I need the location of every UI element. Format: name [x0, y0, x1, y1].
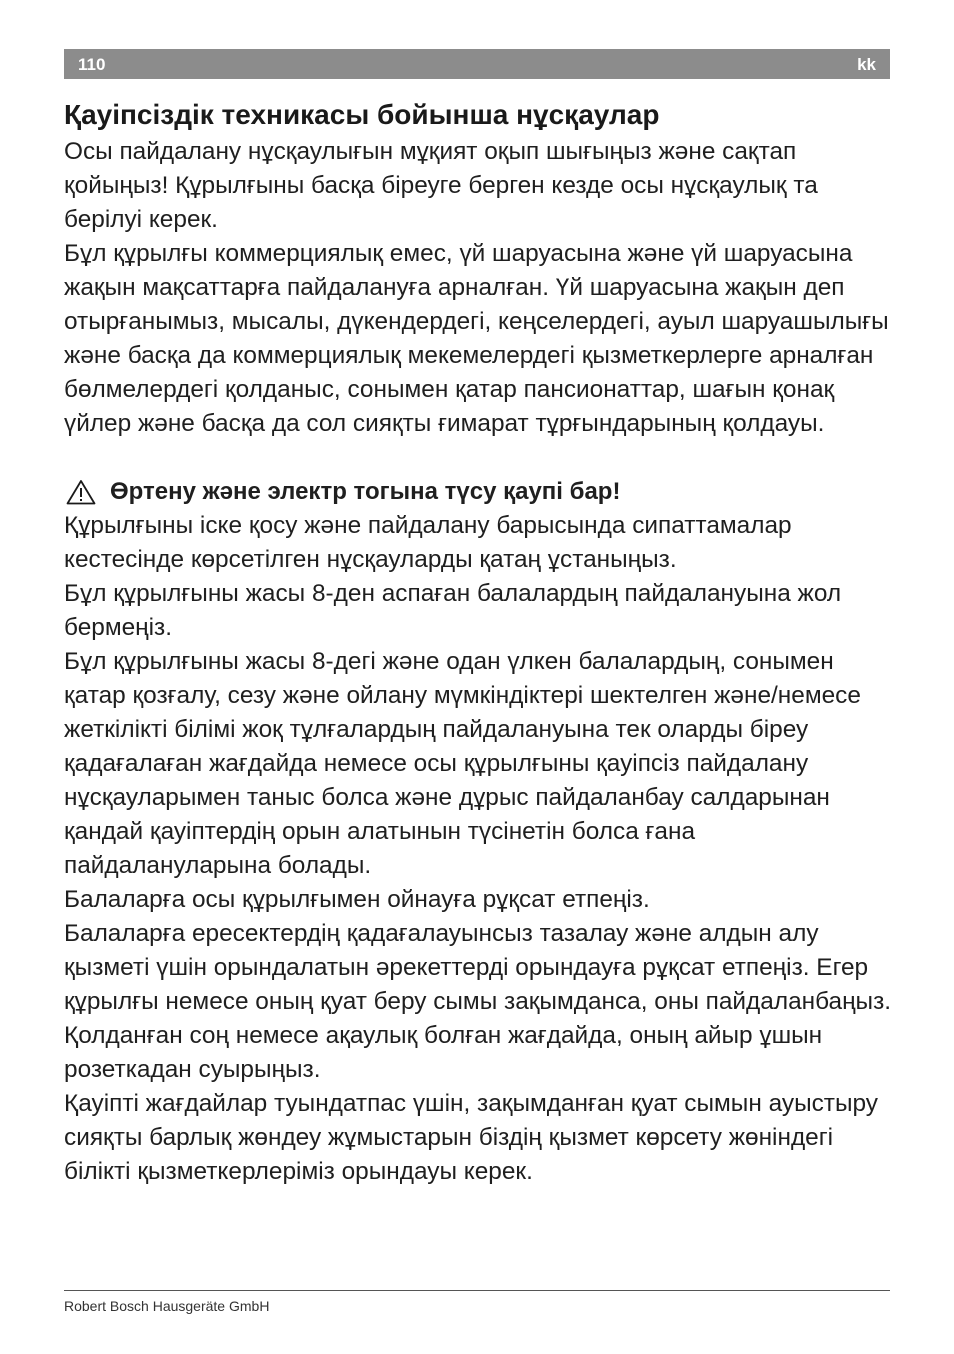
intro-paragraph: Бұл құрылғы коммерциялық емес, үй шаруасына және үй шаруасына жақын мақсаттарға пайдалануға арналған. Үй шаруасына жақын деп отырғанымыз, мысалы, дүкендердегі, кеңселердегі, ауыл шаруашылығы және басқа да коммерциялық мекемелердегі қызметкерлерге арналған бөлмелердегі қолданыс, сонымен қатар пансионаттар, шағын қонақ үйлер және басқа да сол сияқты ғимарат тұрғындарының қолдауы. [64, 240, 889, 437]
page-content [64, 96, 894, 1189]
section-title: Қауіпсіздік техникасы бойынша нұсқаулар [64, 99, 660, 130]
warning-block [64, 475, 894, 1189]
page-number: 110 [78, 55, 106, 74]
warning-paragraph: Балаларға ересектердің қадағалауынсыз тазалау және алдын алу қызметі үшін орындалатын әрекеттерді орындауға рұқсат етпеңіз. Егер құрылғы немесе оның қуат беру сымы зақымданса, оны пайдаланбаңыз. [64, 920, 892, 1015]
language-code: kk [857, 55, 876, 74]
warning-paragraph: Бұл құрылғыны жасы 8-ден аспаған балалардың пайдалануына жол бермеңіз. [64, 580, 842, 641]
intro-block [64, 135, 894, 441]
warning-paragraph: Құрылғыны іске қосу және пайдалану барысында сипаттамалар кестесінде көрсетілген нұсқауларды қатаң ұстаныңыз. [64, 512, 792, 573]
warning-paragraph: Бұл құрылғыны жасы 8-дегі және одан үлкен балалардың, сонымен қатар қозғалу, сезу және ойлану мүмкіндіктері шектелген және/немесе жеткілікті білімі жоқ тұлғалардың пайдалануына тек оларды біреу қадағалаған жағдайда немесе осы құрылғыны қауіпсіз пайдалану нұсқауларымен таныс болса және дұрыс пайдаланбау салдарынан қандай қауіптердің орын алатынын түсінетін болса ғана пайдалануларына болады. [64, 648, 861, 879]
warning-paragraph: Балаларға осы құрылғымен ойнауға рұқсат етпеңіз. [64, 886, 650, 913]
warning-heading-row [64, 475, 894, 509]
intro-paragraph: Осы пайдалану нұсқаулығын мұқият оқып шығыңыз және сақтап қойыңыз! Құрылғыны басқа біреуге берген кезде осы нұсқаулық та берілуі керек. [64, 138, 818, 233]
warning-paragraph: Қолданған соң немесе ақаулық болған жағдайда, оның айыр ұшын розеткадан суырыңыз. [64, 1022, 823, 1083]
warning-triangle-icon [66, 479, 96, 505]
footer-company: Robert Bosch Hausgeräte GmbH [64, 1298, 270, 1314]
warning-paragraph: Қауіпті жағдайлар туындатпас үшін, зақымданған қуат сымын ауыстыру сияқты барлық жөндеу жұмыстарын біздің қызмет көрсету жөніндегі білікті қызметкерлеріміз орындауы керек. [64, 1090, 878, 1185]
page-header-bar [64, 49, 890, 79]
warning-heading: Өртену және электр тогына түсу қаупі бар! [110, 478, 621, 505]
footer-divider [64, 1290, 890, 1291]
